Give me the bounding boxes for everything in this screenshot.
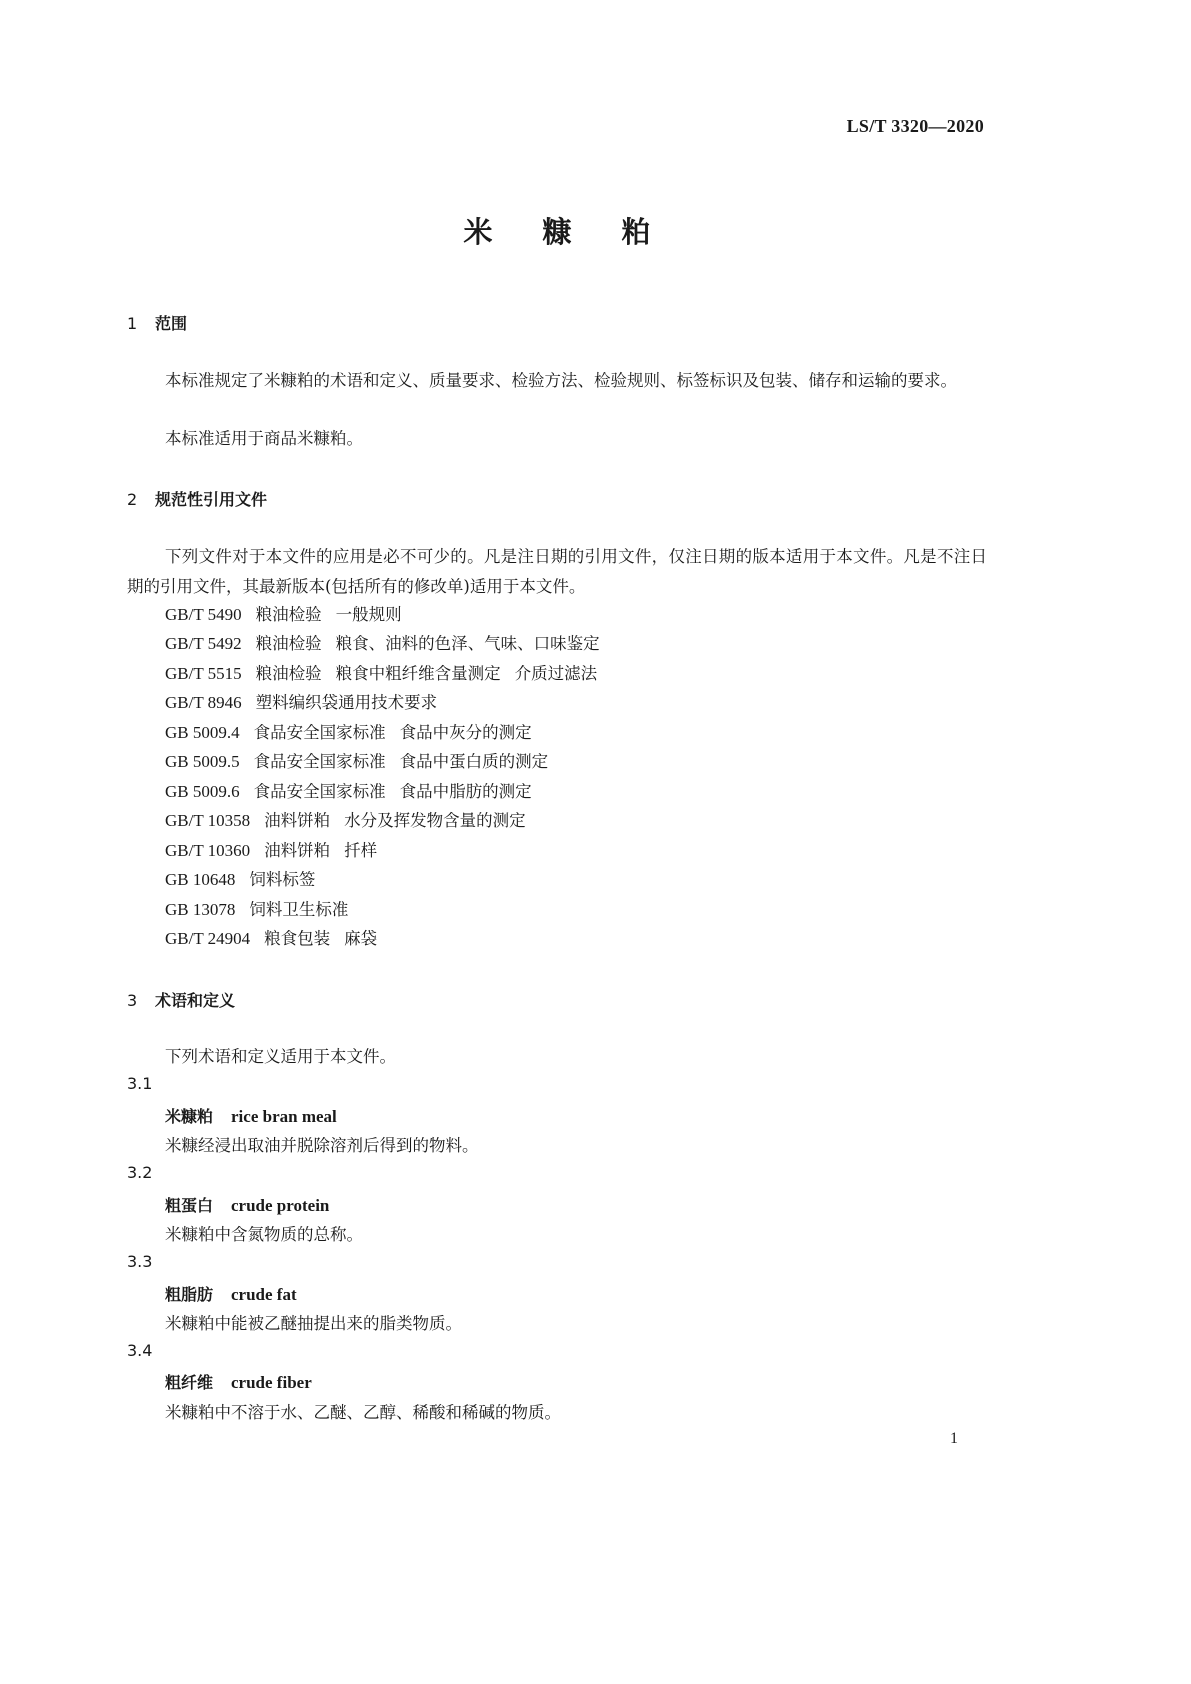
standard-code: LS/T 3320—2020 — [846, 116, 984, 136]
term-heading — [165, 1282, 297, 1305]
reference-item — [165, 837, 377, 861]
term-number: 3.3 — [127, 1252, 153, 1271]
reference-title: 饲料卫生标准 — [249, 900, 349, 919]
section-title: 规范性引用文件 — [155, 490, 268, 509]
reference-method: 介质过滤法 — [514, 664, 598, 683]
reference-title: 饲料标签 — [249, 870, 316, 889]
reference-code: GB 5009.6 — [165, 782, 240, 801]
reference-title: 食品安全国家标准 — [253, 782, 386, 801]
term-english: crude protein — [231, 1196, 330, 1215]
section-title: 范围 — [155, 314, 188, 333]
scope-paragraph-1: 本标准规定了米糠粕的术语和定义、质量要求、检验方法、检验规则、标签标识及包装、储存和运输的要求。 — [165, 371, 957, 390]
reference-item — [165, 601, 402, 625]
term-english: crude fiber — [231, 1373, 312, 1392]
reference-item — [165, 866, 315, 890]
term-number: 3.4 — [127, 1341, 153, 1360]
reference-subtitle: 食品中蛋白质的测定 — [399, 752, 549, 771]
term-english: rice bran meal — [231, 1107, 337, 1126]
term-chinese: 米糠粕 — [165, 1107, 214, 1126]
reference-subtitle: 扦样 — [344, 841, 378, 860]
reference-code: GB/T 5490 — [165, 605, 242, 624]
reference-item — [165, 925, 377, 949]
reference-title: 粮油检验 — [255, 664, 322, 683]
reference-item — [165, 660, 597, 684]
reference-subtitle: 粮食、油料的色泽、气味、口味鉴定 — [335, 634, 600, 653]
references-intro: 下列文件对于本文件的应用是必不可少的。凡是注日期的引用文件，仅注日期的版本适用于本文件。凡是不注日期的引用文件，其最新版本(包括所有的修改单)适用于本文件。 — [127, 547, 987, 596]
term-definition: 米糠经浸出取油并脱除溶剂后得到的物料。 — [165, 1136, 479, 1155]
reference-item — [165, 748, 548, 772]
reference-title: 粮食包装 — [264, 929, 331, 948]
reference-subtitle: 食品中脂肪的测定 — [399, 782, 532, 801]
reference-item — [165, 896, 348, 920]
terms-intro: 下列术语和定义适用于本文件。 — [165, 1047, 396, 1066]
section-number: 2 — [127, 490, 138, 509]
section-title: 术语和定义 — [155, 991, 236, 1010]
reference-code: GB 5009.4 — [165, 723, 240, 742]
reference-code: GB/T 10358 — [165, 811, 251, 830]
reference-item — [165, 778, 532, 802]
reference-item — [165, 719, 532, 743]
section-1-heading — [127, 311, 187, 334]
term-chinese: 粗纤维 — [165, 1373, 214, 1392]
term-heading — [165, 1104, 337, 1127]
reference-title: 粮油检验 — [255, 634, 322, 653]
document-title: 米糠粕 — [463, 215, 701, 249]
reference-code: GB 5009.5 — [165, 752, 240, 771]
term-definition: 米糠粕中能被乙醚抽提出来的脂类物质。 — [165, 1314, 462, 1333]
reference-item — [165, 689, 437, 713]
term-heading — [165, 1193, 329, 1216]
reference-code: GB 10648 — [165, 870, 236, 889]
reference-title: 粮油检验 — [255, 605, 322, 624]
reference-subtitle: 食品中灰分的测定 — [399, 723, 532, 742]
reference-code: GB/T 24904 — [165, 929, 251, 948]
reference-code: GB/T 8946 — [165, 693, 242, 712]
reference-title: 食品安全国家标准 — [253, 723, 386, 742]
reference-item — [165, 630, 600, 654]
term-number: 3.2 — [127, 1163, 153, 1182]
reference-subtitle: 水分及挥发物含量的测定 — [344, 811, 526, 830]
reference-title: 油料饼粕 — [264, 841, 331, 860]
reference-title: 塑料编织袋通用技术要求 — [255, 693, 438, 712]
term-number: 3.1 — [127, 1074, 153, 1093]
section-3-heading — [127, 988, 235, 1011]
section-number: 1 — [127, 314, 138, 333]
reference-subtitle: 麻袋 — [344, 929, 378, 948]
reference-code: GB/T 5492 — [165, 634, 242, 653]
term-chinese: 粗蛋白 — [165, 1196, 214, 1215]
reference-title: 油料饼粕 — [264, 811, 331, 830]
section-number: 3 — [127, 991, 138, 1010]
reference-subtitle: 粮食中粗纤维含量测定 — [335, 664, 501, 683]
term-definition: 米糠粕中不溶于水、乙醚、乙醇、稀酸和稀碱的物质。 — [165, 1403, 561, 1422]
term-heading — [165, 1370, 312, 1393]
reference-code: GB 13078 — [165, 900, 236, 919]
reference-code: GB/T 10360 — [165, 841, 251, 860]
scope-paragraph-2: 本标准适用于商品米糠粕。 — [165, 429, 363, 448]
section-2-heading — [127, 487, 267, 510]
term-chinese: 粗脂肪 — [165, 1285, 214, 1304]
reference-code: GB/T 5515 — [165, 664, 242, 683]
page-number: 1 — [950, 1430, 958, 1447]
term-definition: 米糠粕中含氮物质的总称。 — [165, 1225, 363, 1244]
reference-subtitle: 一般规则 — [335, 605, 402, 624]
reference-title: 食品安全国家标准 — [253, 752, 386, 771]
term-english: crude fat — [231, 1285, 297, 1304]
reference-item — [165, 807, 526, 831]
